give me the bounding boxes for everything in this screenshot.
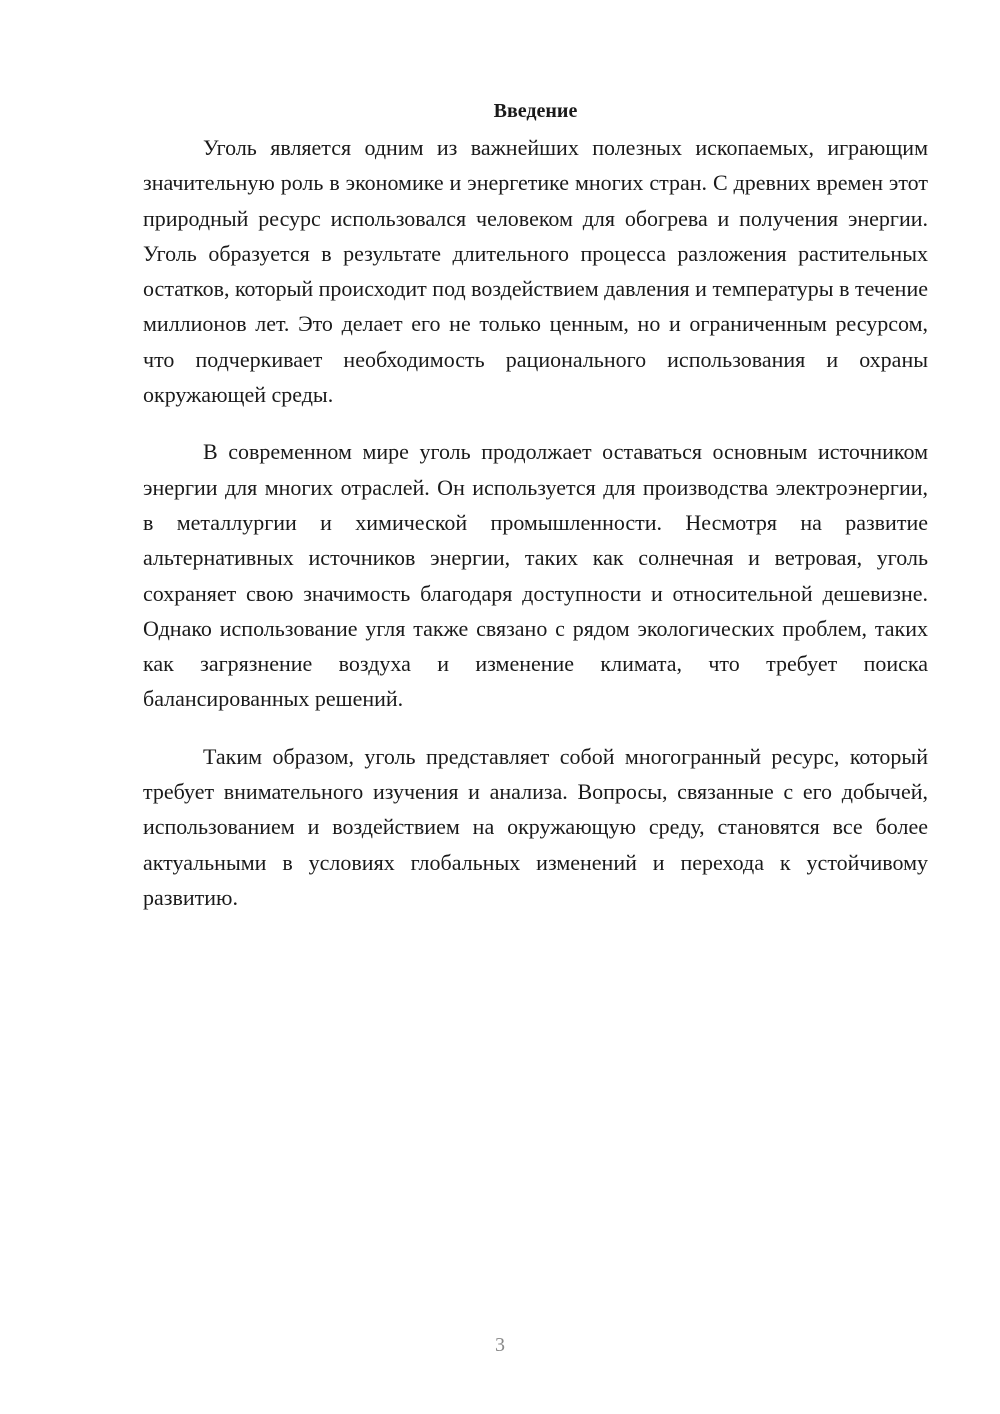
- section-title: Введение: [493, 100, 578, 122]
- paragraph: Уголь является одним из важнейших полезных ископаемых, играющим значительную роль в экономике и энергетике многих стран. С древних времен этот природный ресурс использовался человеком для обогрева и получения энергии. Уголь образуется в результате длительного процесса разложения растительных остатков, который происходит под воздействием давления и температуры в течение миллионов лет. Это делает его не только ценным, но и ограниченным ресурсом, что подчеркивает необходимость рационального использования и охраны окружающей среды.: [143, 135, 928, 408]
- page-content: [143, 96, 928, 937]
- page-number: 3: [495, 1334, 505, 1356]
- paragraph: Таким образом, уголь представляет собой многогранный ресурс, который требует внимательного изучения и анализа. Вопросы, связанные с его добычей, использованием и воздействием на окружающую среду, становятся все более актуальными в условиях глобальных изменений и перехода к устойчивому развитию.: [143, 743, 928, 910]
- paragraph: В современном мире уголь продолжает оставаться основным источником энергии для многих отраслей. Он используется для производства электроэнергии, в металлургии и химической промышленности. Несмотря на развитие альтернативных источников энергии, таких как солнечная и ветровая, уголь сохраняет свою значимость благодаря доступности и относительной дешевизне. Однако использование угля также связано с рядом экологических проблем, таких как загрязнение воздуха и изменение климата, что требует поиска балансированных решений.: [143, 439, 928, 712]
